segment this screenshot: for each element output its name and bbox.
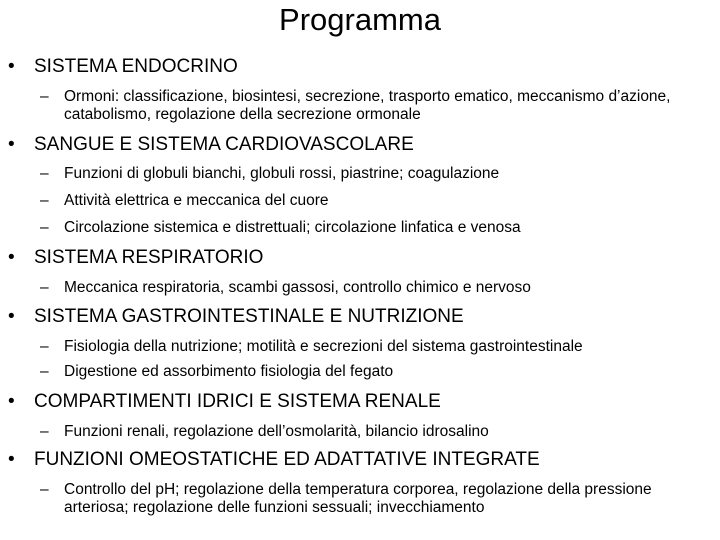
sub-list xyxy=(8,165,713,237)
dash-icon: – xyxy=(40,165,49,182)
list-item xyxy=(8,423,713,441)
section-heading-row xyxy=(8,246,713,270)
bullet-icon: • xyxy=(8,391,15,412)
section-heading: SANGUE E SISTEMA CARDIOVASCOLARE xyxy=(34,134,414,155)
list-item-text: Meccanica respiratoria, scambi gassosi, controllo chimico e nervoso xyxy=(64,279,531,296)
section-respiratorio xyxy=(8,246,713,297)
slide-title: Programma xyxy=(279,2,441,37)
section-heading-row xyxy=(8,55,713,79)
section-heading-row xyxy=(8,305,713,329)
dash-icon: – xyxy=(40,192,49,209)
list-item xyxy=(8,363,713,381)
bullet-icon: • xyxy=(8,306,15,327)
sub-list xyxy=(8,338,713,381)
list-item-text: Funzioni renali, regolazione dell’osmolarità, bilancio idrosalino xyxy=(64,423,489,440)
list-item xyxy=(8,219,713,237)
sub-list xyxy=(8,279,713,297)
section-heading: COMPARTIMENTI IDRICI E SISTEMA RENALE xyxy=(34,391,441,412)
dash-icon: – xyxy=(40,219,49,236)
dash-icon: – xyxy=(40,279,49,296)
list-item-text: Controllo del pH; regolazione della temperatura corporea, regolazione della pressione arteriosa; regolazione delle funzioni sessuali; invecchiamento xyxy=(64,481,652,516)
bullet-icon: • xyxy=(8,449,15,470)
bullet-icon: • xyxy=(8,134,15,155)
list-item-text: Circolazione sistemica e distrettuali; circolazione linfatica e venosa xyxy=(64,219,521,236)
dash-icon: – xyxy=(40,88,49,105)
section-sangue xyxy=(8,133,713,237)
list-item-text: Digestione ed assorbimento fisiologia del fegato xyxy=(64,363,394,380)
section-renale xyxy=(8,390,713,441)
dash-icon: – xyxy=(40,338,49,355)
list-item-text: Attività elettrica e meccanica del cuore xyxy=(64,192,329,209)
section-omeostatiche xyxy=(8,448,713,517)
sub-list xyxy=(8,481,713,517)
list-item-text: Funzioni di globuli bianchi, globuli rossi, piastrine; coagulazione xyxy=(64,165,500,182)
section-endocrino xyxy=(8,55,713,124)
list-item-text: Fisiologia della nutrizione; motilità e secrezioni del sistema gastrointestinale xyxy=(64,338,583,355)
sub-list xyxy=(8,88,713,124)
section-heading: SISTEMA GASTROINTESTINALE E NUTRIZIONE xyxy=(34,306,464,327)
bullet-icon: • xyxy=(8,56,15,77)
bullet-icon: • xyxy=(8,247,15,268)
section-heading: SISTEMA RESPIRATORIO xyxy=(34,247,264,268)
list-item-text: Ormoni: classificazione, biosintesi, secrezione, trasporto ematico, meccanismo d’azione, catabolismo, regolazione della secrezione ormonale xyxy=(64,88,671,123)
section-heading: SISTEMA ENDOCRINO xyxy=(34,56,238,77)
section-heading-row xyxy=(8,448,713,472)
list-item xyxy=(8,481,713,517)
list-item xyxy=(8,279,713,297)
section-heading-row xyxy=(8,390,713,414)
dash-icon: – xyxy=(40,423,49,440)
list-item xyxy=(8,88,713,124)
list-item xyxy=(8,165,713,183)
section-gastrointestinale xyxy=(8,305,713,381)
section-heading-row xyxy=(8,133,713,157)
section-heading: FUNZIONI OMEOSTATICHE ED ADATTATIVE INTEGRATE xyxy=(34,449,540,470)
list-item xyxy=(8,338,713,356)
dash-icon: – xyxy=(40,481,49,498)
dash-icon: – xyxy=(40,363,49,380)
sub-list xyxy=(8,423,713,441)
list-item xyxy=(8,192,713,210)
